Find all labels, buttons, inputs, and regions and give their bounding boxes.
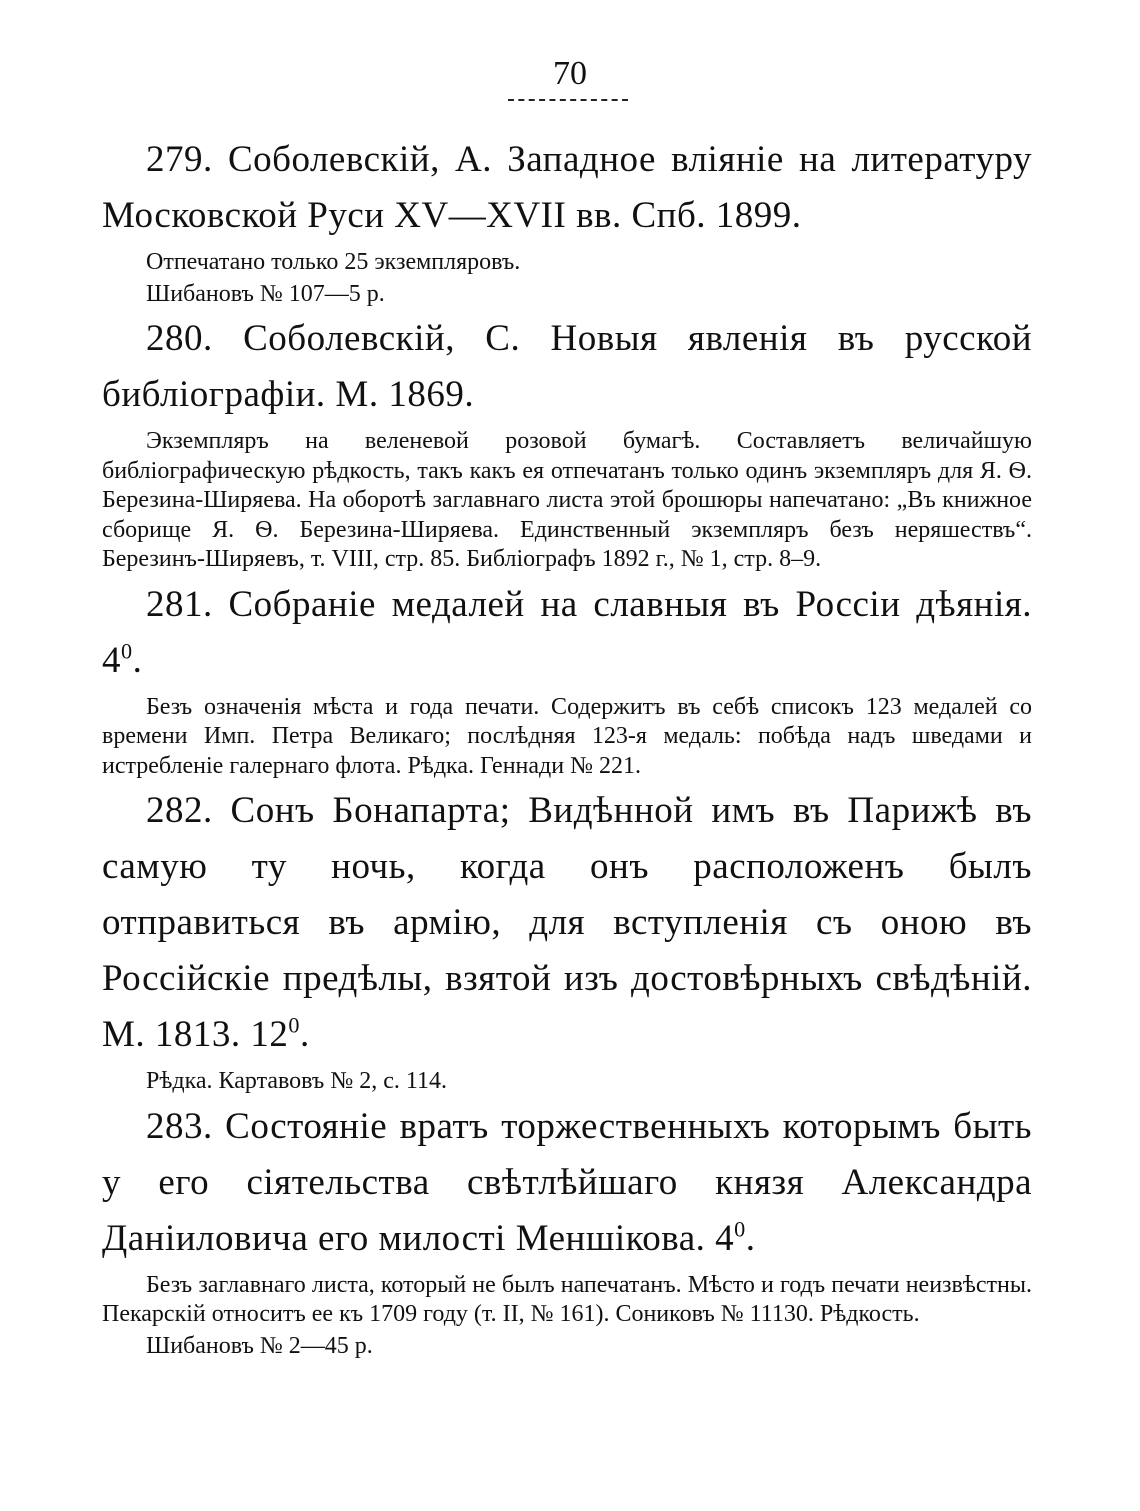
entry-note: Отпечатано только 25 экземпляровъ. — [146, 249, 521, 275]
entry-price: Шибановъ № 107—5 р. — [146, 280, 385, 307]
format-superscript: 0 — [288, 1012, 300, 1038]
entry-title-end: . — [300, 1014, 310, 1055]
entry-title-end: . — [132, 639, 143, 681]
entry-title — [102, 783, 1032, 1063]
format-superscript: 0 — [734, 1216, 746, 1242]
entry-title-text: 282. Сонъ Бонапарта; Видѣнной имъ въ Парижѣ въ самую ту ночь, когда онъ расположенъ былъ отправиться въ армію, для вступленія съ оною въ Россійскіе предѣлы, взятой изъ достовѣрныхъ свѣдѣній. М. 1813. 12 — [102, 790, 1032, 1055]
entry-title-end: . — [745, 1217, 756, 1259]
entry-280 — [102, 311, 1032, 575]
entry-title — [102, 577, 1032, 689]
entry-282 — [102, 783, 1032, 1097]
entry-281 — [102, 577, 1032, 782]
entry-title — [102, 1099, 1032, 1267]
page-number: 70 — [553, 55, 587, 92]
entry-note: Безъ заглавнаго листа, который не былъ напечатанъ. Мѣсто и годъ печати неизвѣстны. Пекарскій относитъ ее къ 1709 году (т. II, № 161). Сониковъ № 11130. Рѣдкость. — [102, 1271, 1032, 1327]
page-number-rule — [508, 99, 628, 101]
format-superscript: 0 — [121, 638, 133, 664]
page-body — [102, 132, 1032, 1361]
entry-title: 279. Соболевскій, А. Западное вліяніе на литературу Московской Руси XV—XVII вв. Спб. 1899. — [102, 139, 1032, 236]
entry-note: Экземпляръ на веленевой розовой бумагѣ. Составляетъ величайшую библіографическую рѣдкость, такъ какъ ея отпечатанъ только одинъ экземпляръ для Я. Ѳ. Березина-Ширяева. На оборотѣ заглавнаго листа этой брошюры напечатано: „Въ книжное сборище Я. Ѳ. Березина-Ширяева. Единственный экземпляръ безъ неряшествъ“. Березинъ-Ширяевъ, т. VIII, стр. 85. Библіографъ 1892 г., № 1, стр. 8–9. — [102, 428, 1032, 572]
entry-title-text: 281. Собраніе медалей на славныя въ Россіи дѣянія. 4 — [102, 583, 1032, 681]
entry-283 — [102, 1099, 1032, 1362]
entry-price: Шибановъ № 2—45 р. — [146, 1332, 373, 1359]
entry-note: Рѣдка. Картавовъ № 2, с. 114. — [146, 1068, 447, 1094]
entry-title: 280. Соболевскій, С. Новыя явленія въ русской библіографіи. М. 1869. — [102, 318, 1032, 415]
entry-279 — [102, 132, 1032, 309]
entry-note: Безъ означенія мѣста и года печати. Содержитъ въ себѣ списокъ 123 медалей со времени Имп. Петра Великаго; послѣдняя 123-я медаль: побѣда надъ шведами и истребленіе галернаго флота. Рѣдка. Геннади № 221. — [102, 693, 1032, 779]
entry-title-text: 283. Состояніе вратъ торжественныхъ которымъ быть у его сіятельства свѣтлѣйшаго князя Александра Даніиловича его милості Меншікова. 4 — [102, 1105, 1032, 1259]
